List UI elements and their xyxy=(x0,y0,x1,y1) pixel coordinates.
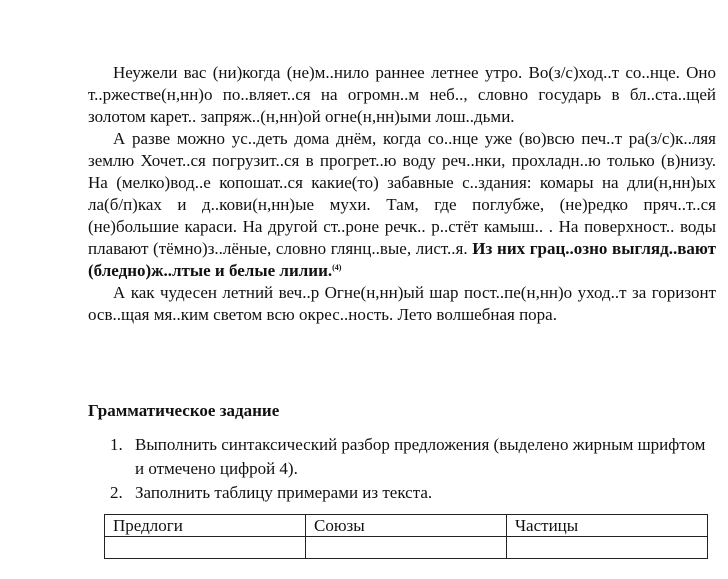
grammar-task-heading: Грамматическое задание xyxy=(88,401,280,420)
header-prepositions: Предлоги xyxy=(105,515,306,537)
paragraph-1: Неужели вас (ни)когда (не)м..нило раннее летнее утро. Во(з/с)ход..т со..нце. Оно т..ржестве(н,нн)о по..вляет..ся на огромн..м неб.., словно государь в бл..ста..щей золотом карет.. запряж..(н,нн)ой огне(н,нн)ыми лош..дьми. xyxy=(88,63,716,126)
paragraph-3: А как чудесен летний веч..р Огне(н,нн)ый шар пост..пе(н,нн)о уход..т за горизонт осв..щая мя..ким светом всю окрес..ность. Лето волшебная пора. xyxy=(88,283,716,324)
task-text: Заполнить таблицу примерами из текста. xyxy=(135,483,433,502)
dictation-text xyxy=(88,62,716,326)
paragraph-2 xyxy=(88,128,716,282)
sentence-marker-4: (4) xyxy=(332,263,342,272)
table-row xyxy=(105,537,708,559)
cell-particles[interactable] xyxy=(507,537,708,559)
cell-conjunctions[interactable] xyxy=(306,537,507,559)
table-header-row xyxy=(105,515,708,537)
header-conjunctions: Союзы xyxy=(306,515,507,537)
bold-sentence-4: Из них грац..озно выгляд..вают (бледно)ж..лтые и белые лилии. xyxy=(88,239,716,280)
task-item xyxy=(110,433,710,481)
cell-prepositions[interactable] xyxy=(105,537,306,559)
answer-table xyxy=(104,514,708,559)
task-number: 1. xyxy=(110,435,123,454)
task-text: Выполнить синтаксический разбор предложения (выделено жирным шрифтом и отмечено цифрой 4). xyxy=(135,435,706,478)
task-item xyxy=(110,481,710,505)
header-particles: Частицы xyxy=(507,515,708,537)
task-number: 2. xyxy=(110,483,123,502)
paragraph-2-text: А разве можно ус..деть дома днём, когда со..нце уже (во)всю печ..т ра(з/с)к..ляя землю Хочет..ся погрузит..ся в прогрет..ю воду реч..нки, прохладн..ю только (в)низу. На (мелко)вод..е копошат..ся какие(то) забавные с..здания: комары на дли(н,нн)ых ла(б/п)ках и д..кови(н,нн)ые мухи. Там, где поглубже, (не)редко пряч..т..ся (не)большие караси. На другой ст..роне речк.. р..стёт камыш.. . На поверхност.. воды плавают (тёмно)з..лёные, словно глянц..вые, лист..я. xyxy=(88,129,716,258)
grammar-task-list xyxy=(110,433,710,505)
